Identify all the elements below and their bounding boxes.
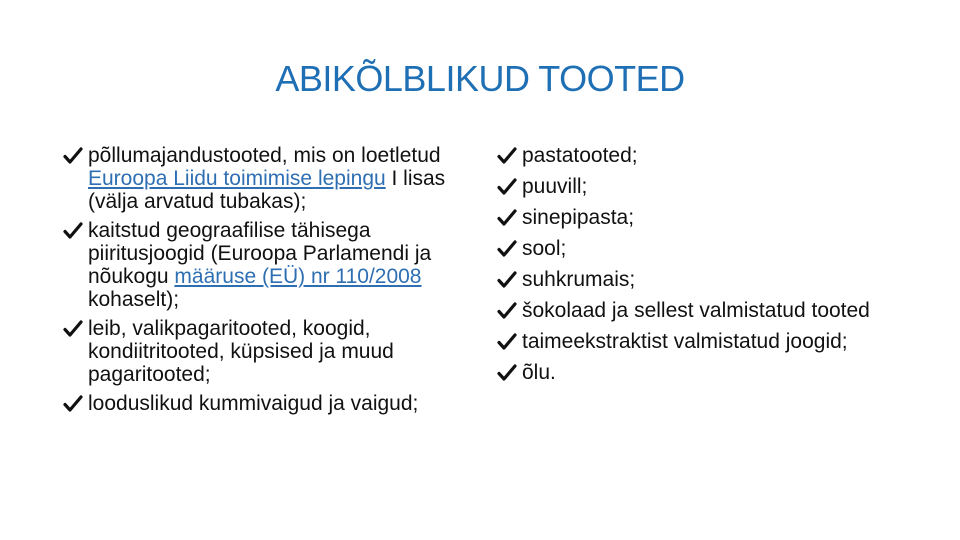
right-bullet-list: [496, 144, 916, 384]
item-text-pre: kaitstud geograafilise tähisega piiritusjoogid (Euroopa Parlamendi ja nõukogu: [88, 219, 432, 288]
list-item: [496, 330, 916, 353]
item-text: pastatooted;: [522, 144, 638, 167]
item-text: suhkrumais;: [522, 268, 636, 291]
check-icon: [62, 393, 86, 417]
check-icon: [496, 238, 520, 262]
check-icon: [62, 145, 86, 169]
list-item: [496, 361, 916, 384]
list-item: [62, 392, 472, 415]
list-item: [496, 175, 916, 198]
check-icon: [496, 331, 520, 355]
item-text: sool;: [522, 237, 567, 260]
list-item: [496, 206, 916, 229]
item-text: puuvill;: [522, 175, 588, 198]
check-icon: [496, 145, 520, 169]
left-column: [62, 144, 472, 421]
slide-title: ABIKÕLBLIKUD TOOTED: [275, 58, 685, 99]
list-item: [496, 237, 916, 260]
regulation-link[interactable]: määruse (EÜ) nr 110/2008: [174, 265, 422, 288]
check-icon: [496, 362, 520, 386]
item-text: leib, valikpagaritooted, koogid, kondiitritooted, küpsised ja muud pagaritooted;: [88, 317, 394, 386]
list-item: [62, 317, 472, 386]
check-icon: [62, 318, 86, 342]
item-text-pre: põllumajandustooted, mis on loetletud: [88, 144, 441, 167]
check-icon: [62, 220, 86, 244]
check-icon: [496, 176, 520, 200]
list-item: [496, 268, 916, 291]
right-column: [496, 144, 916, 392]
left-bullet-list: [62, 144, 472, 415]
item-text: looduslikud kummivaigud ja vaigud;: [88, 392, 419, 415]
list-item: [496, 144, 916, 167]
item-text-post: I lisas (välja arvatud tubakas);: [88, 167, 446, 213]
list-item: [62, 144, 472, 213]
check-icon: [496, 269, 520, 293]
eu-treaty-link[interactable]: Euroopa Liidu toimimise lepingu: [88, 167, 386, 190]
list-item: [496, 299, 916, 322]
check-icon: [496, 207, 520, 231]
item-text: sinepipasta;: [522, 206, 635, 229]
item-text: taimeekstraktist valmistatud joogid;: [522, 330, 848, 353]
check-icon: [496, 300, 520, 324]
item-text: šokolaad ja sellest valmistatud tooted: [522, 299, 870, 322]
item-text-post: kohaselt);: [88, 288, 180, 311]
item-text: õlu.: [522, 361, 556, 384]
list-item: [62, 219, 472, 311]
